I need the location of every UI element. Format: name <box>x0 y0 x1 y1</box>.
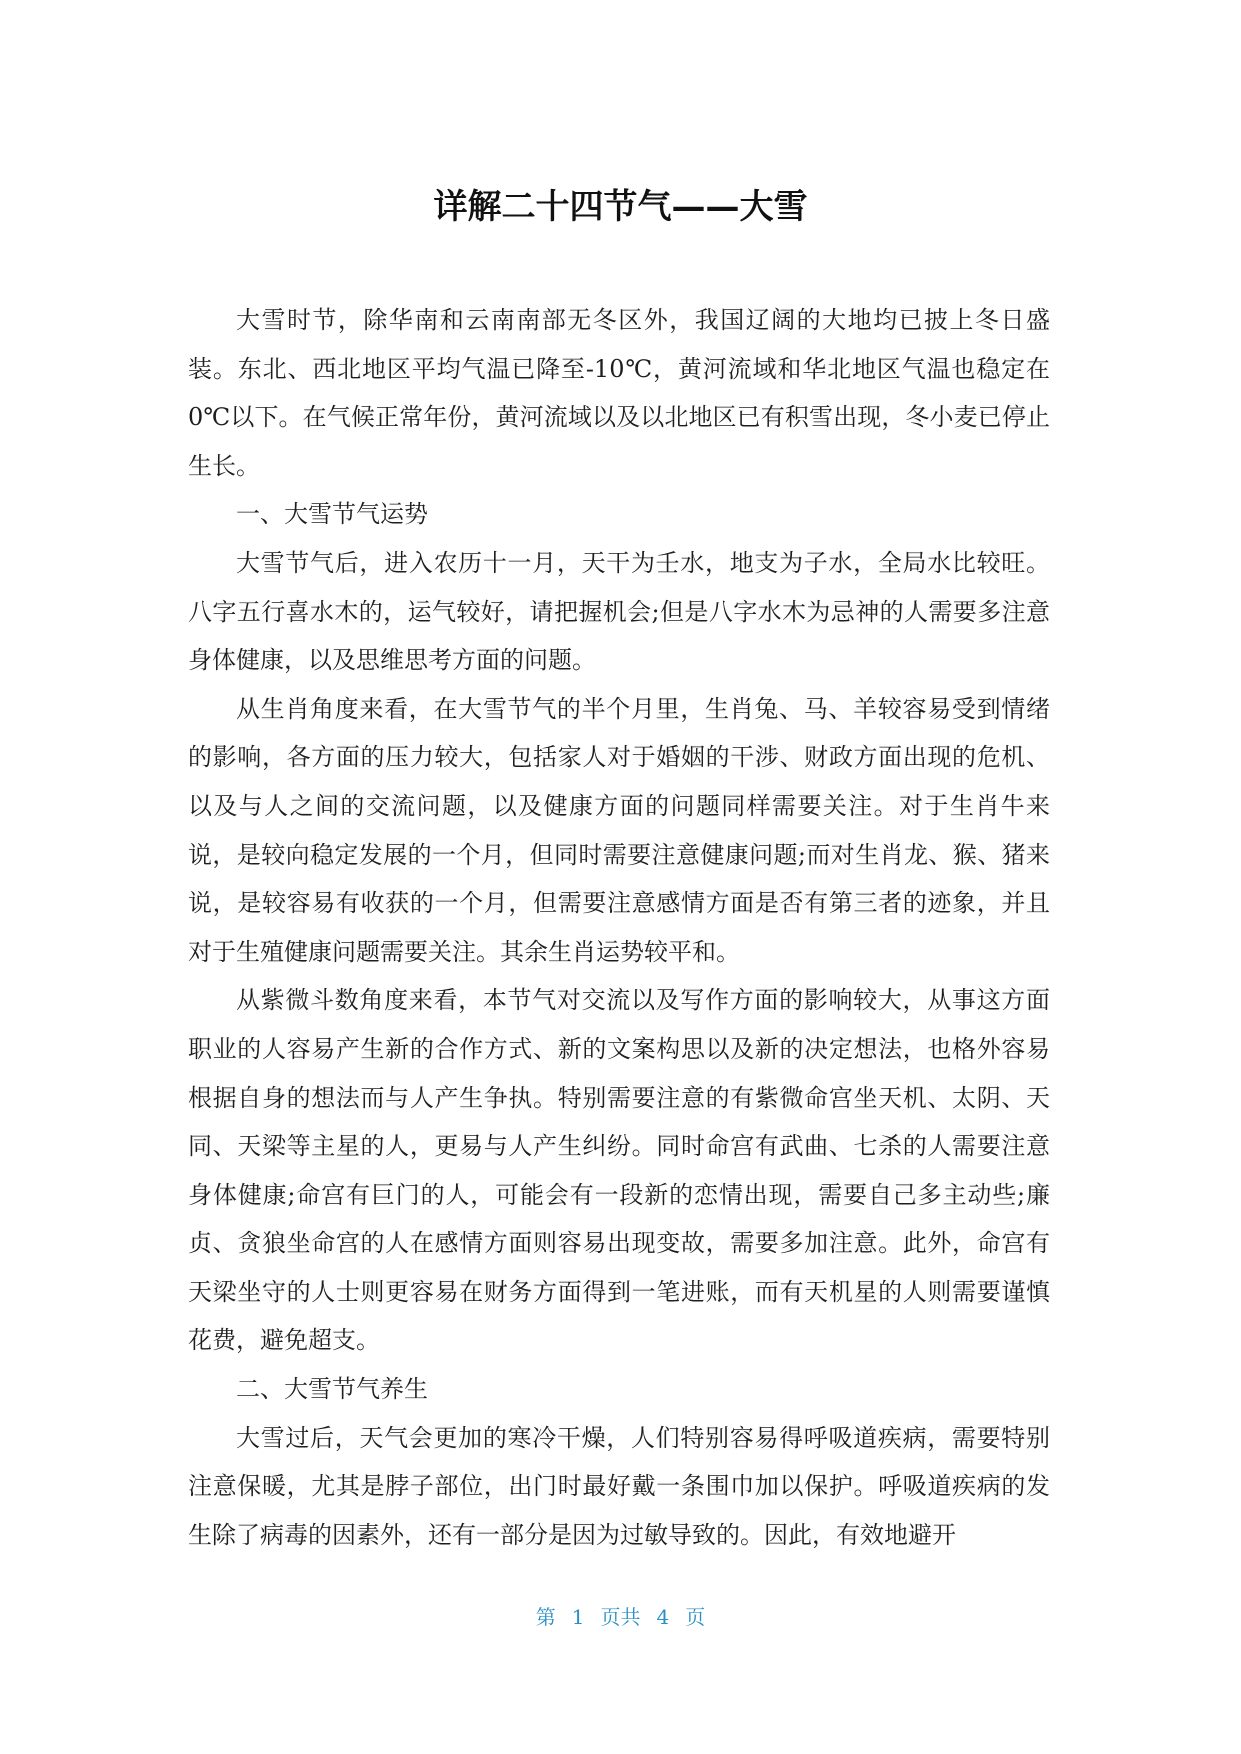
page-number-footer <box>0 1603 1241 1631</box>
footer-label-page: 第 <box>535 1605 556 1629</box>
document-body <box>188 296 1050 1559</box>
page-title: 详解二十四节气——大雪 <box>433 187 808 227</box>
footer-total-pages: 4 <box>656 1605 670 1629</box>
paragraph-ziwei: 从紫微斗数角度来看，本节气对交流以及写作方面的影响较大，从事这方面职业的人容易产生新的合作方式、新的文案构思以及新的决定想法，也格外容易根据自身的想法而与人产生争执。特别需要注意的有紫微命宫坐天机、太阴、天同、天梁等主星的人，更易与人产生纠纷。同时命宫有武曲、七杀的人需要注意身体健康;命宫有巨门的人，可能会有一段新的恋情出现，需要自己多主动些;廉贞、贪狼坐命宫的人在感情方面则容易出现变故，需要多加注意。此外，命宫有天梁坐守的人士则更容易在财务方面得到一笔进账，而有天机星的人则需要谨慎花费，避免超支。 <box>188 986 1050 1355</box>
paragraph-health: 大雪过后，天气会更加的寒冷干燥，人们特别容易得呼吸道疾病，需要特别注意保暖，尤其是脖子部位，出门时最好戴一条围巾加以保护。呼吸道疾病的发生除了病毒的因素外，还有一部分是因为过敏导致的。因此，有效地避开 <box>188 1423 1050 1549</box>
section-heading-health: 二、大雪节气养生 <box>236 1375 428 1404</box>
section-heading-fortune: 一、大雪节气运势 <box>236 500 428 529</box>
paragraph-fortune: 大雪节气后，进入农历十一月，天干为壬水，地支为子水，全局水比较旺。八字五行喜水木的，运气较好，请把握机会;但是八字水木为忌神的人需要多注意身体健康，以及思维思考方面的问题。 <box>188 548 1050 675</box>
footer-current-page: 1 <box>571 1605 585 1629</box>
paragraph-zodiac: 从生肖角度来看，在大雪节气的半个月里，生肖兔、马、羊较容易受到情绪的影响，各方面的压力较大，包括家人对于婚姻的干涉、财政方面出现的危机、以及与人之间的交流问题，以及健康方面的问题同样需要关注。对于生肖牛来说，是较向稳定发展的一个月，但同时需要注意健康问题;而对生肖龙、猴、猪来说，是较容易有收获的一个月，但需要注意感情方面是否有第三者的迹象，并且对于生殖健康问题需要关注。其余生肖运势较平和。 <box>188 694 1050 966</box>
footer-label-of: 页共 <box>600 1605 641 1629</box>
paragraph-intro: 大雪时节，除华南和云南南部无冬区外，我国辽阔的大地均已披上冬日盛装。东北、西北地区平均气温已降至-10℃，黄河流域和华北地区气温也稳定在0℃以下。在气候正常年份，黄河流域以及以北地区已有积雪出现，冬小麦已停止生长。 <box>188 306 1050 480</box>
footer-label-end: 页 <box>685 1605 706 1629</box>
